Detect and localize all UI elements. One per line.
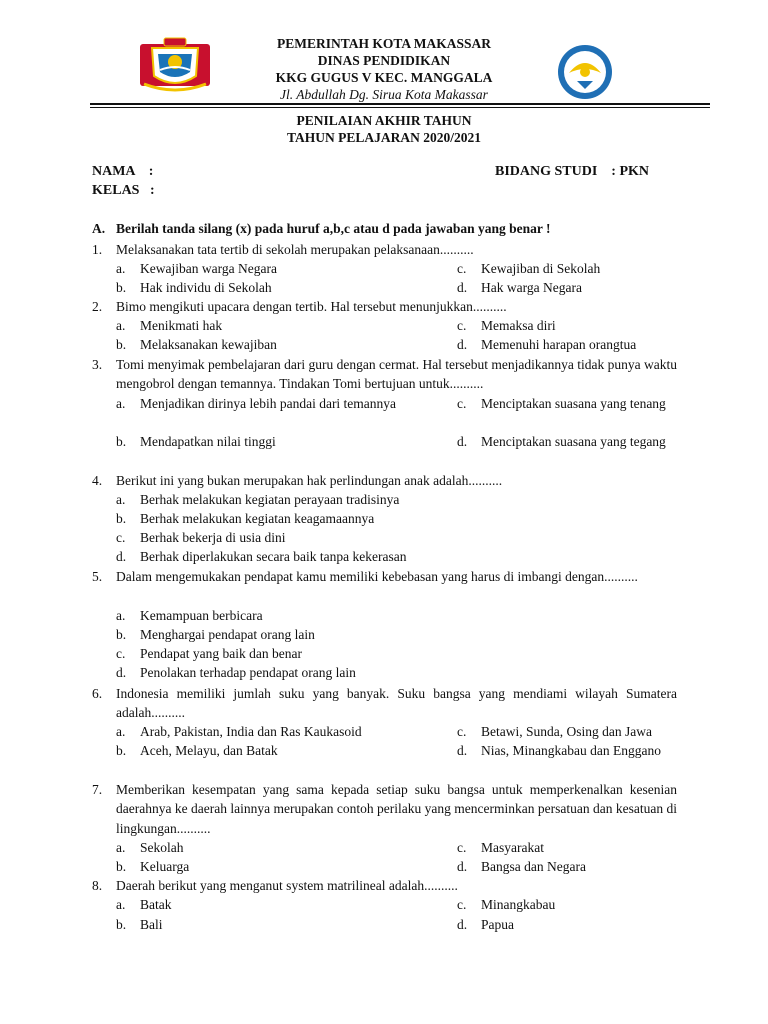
- option-text: Masyarakat: [481, 840, 544, 855]
- option-8c[interactable]: [457, 895, 677, 914]
- question-text: Dalam mengemukakan pendapat kamu memiliki kebebasan yang harus di imbangi dengan..........: [116, 569, 638, 584]
- question-text: Tomi menyimak pembelajaran dari guru dengan cermat. Hal tersebut menjadikannya tidak punya waktu mengobrol dengan temannya. Tindakan Tomi bertujuan untuk..........: [116, 357, 677, 392]
- option-5b[interactable]: [116, 625, 676, 644]
- option-letter: a.: [116, 492, 126, 507]
- question-3: [92, 355, 677, 394]
- option-text: Pendapat yang baik dan benar: [140, 646, 302, 661]
- option-6c[interactable]: [457, 722, 677, 741]
- option-letter: d.: [457, 337, 468, 352]
- option-6d[interactable]: [457, 741, 677, 760]
- question-text: Indonesia memiliki jumlah suku yang banyak. Suku bangsa yang mendiami wilayah Sumatera adalah..........: [116, 686, 677, 721]
- option-text: Memaksa diri: [481, 318, 556, 333]
- option-text: Arab, Pakistan, India dan Ras Kaukasoid: [140, 724, 362, 739]
- header-group: KKG GUGUS V KEC. MANGGALA: [275, 70, 493, 85]
- option-3d[interactable]: [457, 432, 677, 451]
- option-2a[interactable]: [116, 316, 436, 335]
- option-text: Sekolah: [140, 840, 184, 855]
- option-letter: c.: [457, 724, 467, 739]
- option-letter: a.: [116, 840, 126, 855]
- option-1c[interactable]: [457, 259, 677, 278]
- header-divider-thick: [90, 103, 710, 105]
- header-divider-thin: [90, 107, 710, 108]
- option-letter: c.: [457, 318, 467, 333]
- header-government: PEMERINTAH KOTA MAKASSAR: [276, 36, 492, 51]
- option-text: Minangkabau: [481, 897, 556, 912]
- option-letter: d.: [457, 917, 468, 932]
- option-8a[interactable]: [116, 895, 436, 914]
- option-text: Berhak melakukan kegiatan keagamaannya: [140, 511, 375, 526]
- option-2c[interactable]: [457, 316, 677, 335]
- section-instruction: Berilah tanda silang (x) pada huruf a,b,c atau d pada jawaban yang benar !: [116, 221, 551, 236]
- option-letter: a.: [116, 396, 126, 411]
- question-number: 3.: [92, 357, 103, 372]
- option-4b[interactable]: [116, 509, 676, 528]
- question-text: Melaksanakan tata tertib di sekolah merupakan pelaksanaan..........: [116, 242, 474, 257]
- option-text: Hak warga Negara: [481, 280, 582, 295]
- option-letter: a.: [116, 318, 126, 333]
- option-letter: d.: [116, 549, 127, 564]
- option-4d[interactable]: [116, 547, 676, 566]
- question-8: [92, 876, 677, 895]
- question-number: 8.: [92, 878, 103, 893]
- question-1: [92, 240, 677, 259]
- question-2: [92, 297, 677, 316]
- option-letter: d.: [457, 434, 468, 449]
- bidang-studi-field: BIDANG STUDI : PKN: [495, 164, 650, 179]
- option-1b[interactable]: [116, 278, 436, 297]
- option-text: Penolakan terhadap pendapat orang lain: [140, 665, 356, 680]
- section-label: A.: [92, 221, 106, 236]
- option-letter: a.: [116, 724, 126, 739]
- option-text: Berhak melakukan kegiatan perayaan tradisinya: [140, 492, 400, 507]
- option-letter: a.: [116, 897, 126, 912]
- option-5c[interactable]: [116, 644, 676, 663]
- option-3a[interactable]: [116, 394, 446, 413]
- option-letter: b.: [116, 280, 127, 295]
- question-6: [92, 684, 677, 723]
- option-letter: a.: [116, 261, 126, 276]
- nama-field: NAMA :: [92, 164, 154, 179]
- option-letter: c.: [457, 396, 467, 411]
- option-text: Memenuhi harapan orangtua: [481, 337, 637, 352]
- option-text: Mendapatkan nilai tinggi: [140, 434, 276, 449]
- option-text: Hak individu di Sekolah: [140, 280, 272, 295]
- kelas-field: KELAS :: [92, 183, 155, 198]
- option-letter: d.: [116, 665, 127, 680]
- option-letter: c.: [116, 646, 126, 661]
- option-text: Bangsa dan Negara: [481, 859, 586, 874]
- question-4: [92, 471, 677, 490]
- question-number: 6.: [92, 686, 103, 701]
- option-text: Nias, Minangkabau dan Enggano: [481, 743, 661, 758]
- option-text: Bali: [140, 917, 163, 932]
- option-text: Kewajiban warga Negara: [140, 261, 277, 276]
- option-4a[interactable]: [116, 490, 676, 509]
- option-2d[interactable]: [457, 335, 677, 354]
- option-letter: b.: [116, 743, 127, 758]
- option-text: Berhak bekerja di usia dini: [140, 530, 286, 545]
- question-text: Bimo mengikuti upacara dengan tertib. Hal tersebut menunjukkan..........: [116, 299, 507, 314]
- question-number: 2.: [92, 299, 103, 314]
- option-letter: b.: [116, 434, 127, 449]
- exam-year: TAHUN PELAJARAN 2020/2021: [286, 130, 481, 145]
- exam-title: PENILAIAN AKHIR TAHUN: [296, 113, 472, 128]
- question-number: 4.: [92, 473, 103, 488]
- option-text: Kemampuan berbicara: [140, 608, 263, 623]
- option-text: Papua: [481, 917, 514, 932]
- option-7b[interactable]: [116, 857, 436, 876]
- option-text: Menjadikan dirinya lebih pandai dari temannya: [140, 396, 397, 411]
- option-text: Batak: [140, 897, 172, 912]
- option-text: Menghargai pendapat orang lain: [140, 627, 315, 642]
- option-8b[interactable]: [116, 915, 436, 934]
- question-number: 1.: [92, 242, 103, 257]
- option-text: Keluarga: [140, 859, 190, 874]
- option-6a[interactable]: [116, 722, 446, 741]
- option-1a[interactable]: [116, 259, 436, 278]
- option-letter: b.: [116, 511, 127, 526]
- option-letter: d.: [457, 280, 468, 295]
- option-6b[interactable]: [116, 741, 436, 760]
- option-letter: b.: [116, 917, 127, 932]
- option-7c[interactable]: [457, 838, 677, 857]
- question-5: [92, 567, 677, 586]
- option-text: Melaksanakan kewajiban: [140, 337, 277, 352]
- option-letter: d.: [457, 743, 468, 758]
- question-number: 7.: [92, 782, 103, 797]
- option-7d[interactable]: [457, 857, 677, 876]
- option-letter: a.: [116, 608, 126, 623]
- option-letter: d.: [457, 859, 468, 874]
- option-letter: c.: [116, 530, 126, 545]
- option-text: Betawi, Sunda, Osing dan Jawa: [481, 724, 652, 739]
- question-7: [92, 780, 677, 838]
- option-text: Aceh, Melayu, dan Batak: [140, 743, 278, 758]
- option-letter: c.: [457, 840, 467, 855]
- option-4c[interactable]: [116, 528, 676, 547]
- option-7a[interactable]: [116, 838, 436, 857]
- option-5a[interactable]: [116, 606, 676, 625]
- option-text: Menciptakan suasana yang tenang: [481, 396, 666, 411]
- option-3c[interactable]: [457, 394, 677, 413]
- question-text: Berikut ini yang bukan merupakan hak perlindungan anak adalah..........: [116, 473, 503, 488]
- option-text: Berhak diperlakukan secara baik tanpa kekerasan: [140, 549, 407, 564]
- option-8d[interactable]: [457, 915, 677, 934]
- option-letter: b.: [116, 337, 127, 352]
- option-5d[interactable]: [116, 663, 676, 682]
- option-letter: c.: [457, 897, 467, 912]
- option-text: Menikmati hak: [140, 318, 223, 333]
- option-text: Kewajiban di Sekolah: [481, 261, 601, 276]
- question-text: Memberikan kesempatan yang sama kepada setiap suku bangsa untuk memperkenalkan kesenian daerahnya ke daerah lainnya merupakan contoh perilaku yang mencerminkan persatuan dan kesatuan di lingkungan..........: [116, 782, 677, 836]
- header-department: DINAS PENDIDIKAN: [317, 53, 451, 68]
- option-letter: c.: [457, 261, 467, 276]
- question-text: Daerah berikut yang menganut system matrilineal adalah..........: [116, 878, 458, 893]
- header-address: Jl. Abdullah Dg. Sirua Kota Makassar: [280, 87, 488, 102]
- option-1d[interactable]: [457, 278, 677, 297]
- question-number: 5.: [92, 569, 103, 584]
- option-letter: b.: [116, 859, 127, 874]
- option-letter: b.: [116, 627, 127, 642]
- option-text: Menciptakan suasana yang tegang: [481, 434, 666, 449]
- option-3b[interactable]: [116, 432, 436, 451]
- option-2b[interactable]: [116, 335, 436, 354]
